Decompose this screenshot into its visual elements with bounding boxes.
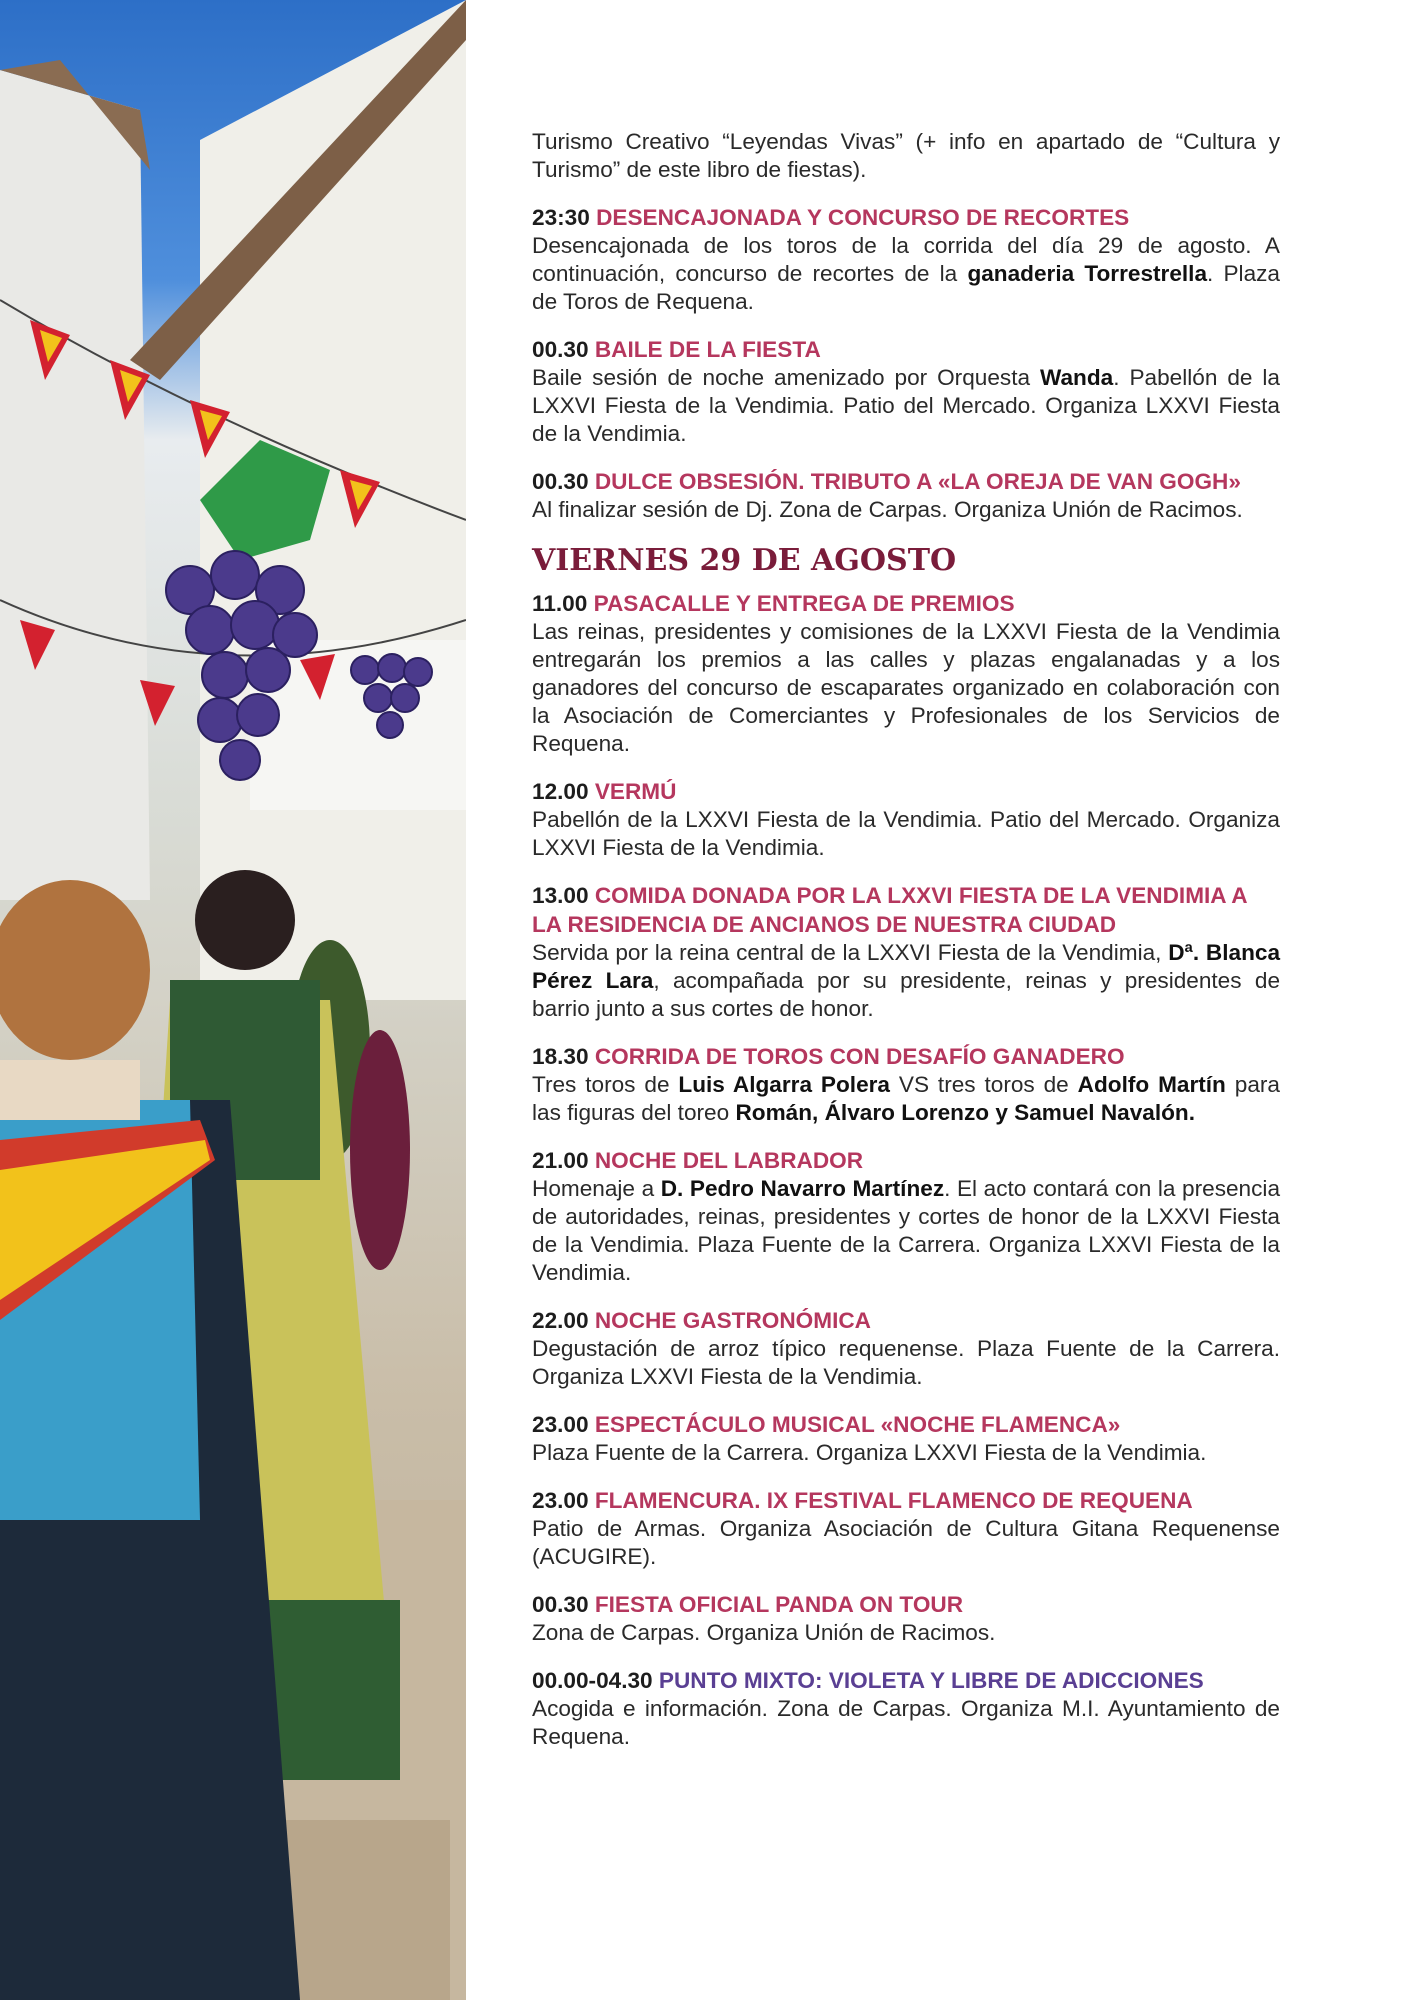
event-text: Tres toros de: [532, 1072, 679, 1097]
event-title: FLAMENCURA. IX FESTIVAL FLAMENCO DE REQUENA: [594, 1488, 1193, 1513]
event-text: Homenaje a: [532, 1176, 661, 1201]
event-description: [532, 1175, 1280, 1287]
festival-street-photo: [0, 0, 466, 2000]
event-text: Zona de Carpas. Organiza Unión de Racimos.: [532, 1620, 996, 1645]
event-item: [532, 335, 1280, 448]
event-item: [532, 467, 1280, 524]
intro-text: Turismo Creativo “Leyendas Vivas” (+ info en apartado de “Cultura y Turismo” de este libro de fiestas).: [532, 129, 1280, 182]
event-text: Las reinas, presidentes y comisiones de la LXXVI Fiesta de la Vendimia entregarán los premios a las calles y plazas engalanadas y a los ganadores del concurso de escaparates organizado en colaboración con la Asociación de Comerciantes y Profesionales de los Servicios de Requena.: [532, 619, 1280, 756]
day-heading: VIERNES 29 DE AGOSTO: [532, 543, 957, 578]
event-description: [532, 1439, 1280, 1467]
event-heading: [532, 589, 1280, 618]
event-heading: [532, 1666, 1280, 1695]
event-description: [532, 1619, 1280, 1647]
event-time: 21.00: [532, 1148, 589, 1173]
event-item: [532, 203, 1280, 316]
event-highlight: ganaderia Torrestrella: [967, 261, 1208, 286]
event-time: 22.00: [532, 1308, 589, 1333]
event-heading: [532, 1146, 1280, 1175]
event-time: 23.00: [532, 1488, 589, 1513]
event-text: VS tres toros de: [890, 1072, 1078, 1097]
event-time: 00.00-04.30: [532, 1668, 653, 1693]
event-text: Baile sesión de noche amenizado por Orquesta: [532, 365, 1040, 390]
event-heading: [532, 1410, 1280, 1439]
event-time: 11.00: [532, 591, 588, 616]
event-highlight: D. Pedro Navarro Martínez: [660, 1176, 945, 1201]
event-time: 00.30: [532, 469, 589, 494]
event-title: COMIDA DONADA POR LA LXXVI FIESTA DE LA VENDIMIA A LA RESIDENCIA DE ANCIANOS DE NUESTRA CIUDAD: [532, 883, 1247, 937]
event-title: NOCHE GASTRONÓMICA: [594, 1308, 871, 1333]
event-heading: [532, 1486, 1280, 1515]
event-highlight: Wanda: [1039, 365, 1114, 390]
event-item: [532, 589, 1280, 758]
event-description: [532, 1335, 1280, 1391]
event-description: [532, 939, 1280, 1023]
event-item: [532, 1486, 1280, 1571]
event-text: , acompañada por su presidente, reinas y presidentes de barrio junto a sus cortes de honor.: [532, 968, 1281, 1021]
event-title: NOCHE DEL LABRADOR: [594, 1148, 864, 1173]
event-highlight: Adolfo Martín: [1077, 1072, 1226, 1097]
event-description: [532, 496, 1280, 524]
event-heading: [532, 1306, 1280, 1335]
event-title: DULCE OBSESIÓN. TRIBUTO A «LA OREJA DE VAN GOGH»: [594, 469, 1241, 494]
event-text: Degustación de arroz típico requenense. Plaza Fuente de la Carrera. Organiza LXXVI Fiesta de la Vendimia.: [532, 1336, 1280, 1389]
event-text: . Pabellón de la LXXVI Fiesta de la Vendimia. Patio del Mercado. Organiza LXXVI Fiesta de la Vendimia.: [532, 365, 1280, 446]
event-item: [532, 1410, 1280, 1467]
event-description: [532, 618, 1280, 758]
event-text: Plaza Fuente de la Carrera. Organiza LXXVI Fiesta de la Vendimia.: [532, 1440, 1207, 1465]
event-description: [532, 232, 1280, 316]
event-text: . Plaza de Toros de Requena.: [532, 261, 1280, 314]
event-text: para las figuras del toreo: [532, 1072, 1280, 1125]
event-item: [532, 1042, 1280, 1127]
event-description: [532, 806, 1280, 862]
event-description: [532, 1695, 1280, 1751]
event-description: [532, 1071, 1280, 1127]
events-before-list: [532, 203, 1280, 524]
photo-illustration: [0, 0, 466, 2000]
event-time: 23:30: [532, 205, 590, 230]
event-heading: [532, 1590, 1280, 1619]
event-item: [532, 1146, 1280, 1287]
event-highlight: Román, Álvaro Lorenzo y Samuel Navalón.: [735, 1100, 1195, 1125]
event-text: . El acto contará con la presencia de autoridades, reinas, presidentes y cortes de honor de la LXXVI Fiesta de la Vendimia. Plaza Fuente de la Carrera. Organiza LXXVI Fiesta de la Vendimia.: [532, 1176, 1281, 1285]
event-title: CORRIDA DE TOROS CON DESAFÍO GANADERO: [594, 1044, 1125, 1069]
event-title: ESPECTÁCULO MUSICAL «NOCHE FLAMENCA»: [594, 1412, 1121, 1437]
event-description: [532, 364, 1280, 448]
event-item: [532, 1590, 1280, 1647]
event-item: [532, 881, 1280, 1023]
event-title: VERMÚ: [594, 779, 677, 804]
event-text: Patio de Armas. Organiza Asociación de Cultura Gitana Requenense (ACUGIRE).: [532, 1516, 1280, 1569]
event-text: Desencajonada de los toros de la corrida del día 29 de agosto. A continuación, concurso de recortes de la: [532, 233, 1280, 286]
event-heading: [532, 335, 1280, 364]
event-description: [532, 1515, 1280, 1571]
event-text: Servida por la reina central de la LXXVI Fiesta de la Vendimia,: [532, 940, 1169, 965]
event-heading: [532, 1042, 1280, 1071]
event-time: 18.30: [532, 1044, 589, 1069]
event-title: PASACALLE Y ENTREGA DE PREMIOS: [593, 591, 1015, 616]
event-item: [532, 777, 1280, 862]
schedule-content: [532, 128, 1280, 1770]
event-text: Pabellón de la LXXVI Fiesta de la Vendimia. Patio del Mercado. Organiza LXXVI Fiesta de la Vendimia.: [532, 807, 1280, 860]
event-highlight: Luis Algarra Polera: [678, 1072, 890, 1097]
events-day-list: [532, 589, 1280, 1751]
event-time: 23.00: [532, 1412, 589, 1437]
event-heading: [532, 777, 1280, 806]
event-title: PUNTO MIXTO: VIOLETA Y LIBRE DE ADICCIONES: [658, 1668, 1204, 1693]
event-title: DESENCAJONADA Y CONCURSO DE RECORTES: [596, 205, 1130, 230]
event-time: 13.00: [532, 883, 589, 908]
event-title: FIESTA OFICIAL PANDA ON TOUR: [594, 1592, 964, 1617]
event-title: BAILE DE LA FIESTA: [594, 337, 821, 362]
event-heading: [532, 467, 1280, 496]
event-text: Al finalizar sesión de Dj. Zona de Carpas. Organiza Unión de Racimos.: [532, 497, 1243, 522]
event-time: 00.30: [532, 1592, 589, 1617]
event-time: 00.30: [532, 337, 589, 362]
event-text: Acogida e información. Zona de Carpas. Organiza M.I. Ayuntamiento de Requena.: [532, 1696, 1280, 1749]
event-highlight: Dª. Blanca Pérez Lara: [532, 940, 1281, 993]
event-item: [532, 1306, 1280, 1391]
event-heading: [532, 881, 1280, 939]
event-time: 12.00: [532, 779, 589, 804]
event-heading: [532, 203, 1280, 232]
event-item: [532, 1666, 1280, 1751]
